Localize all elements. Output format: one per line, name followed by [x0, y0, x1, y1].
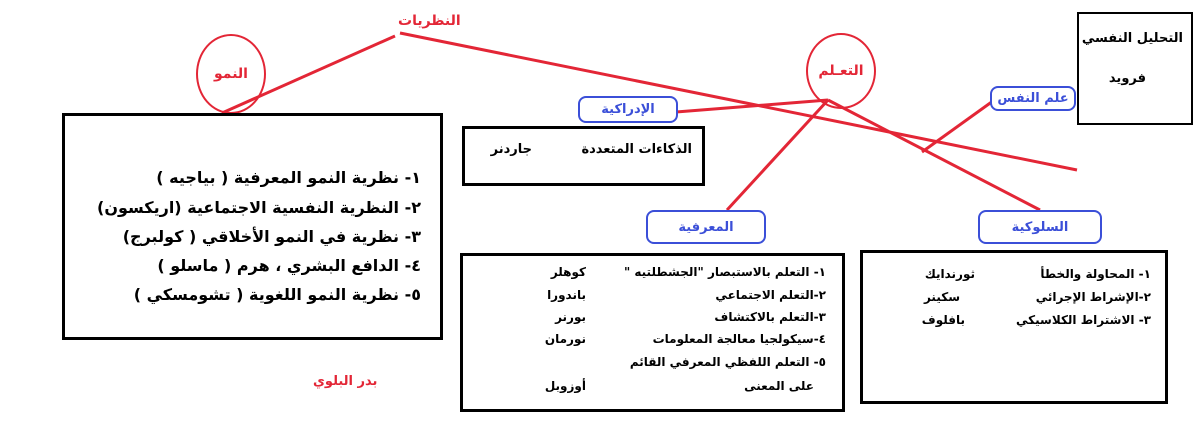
cognitive-item-6-theory: على المعنى — [744, 379, 814, 393]
growth-ellipse — [196, 34, 266, 114]
intelligences-theory: الذكاءات المتعددة — [581, 142, 692, 157]
cognitive-item-1-theory: ١- التعلم بالاستبصار "الجشطلتيه " — [623, 265, 826, 279]
behavioral-item-3-scientist: بافلوف — [921, 313, 965, 327]
intelligences-scientist: جاردنر — [490, 142, 532, 157]
cognitive-box — [460, 253, 845, 412]
behavioral-item-2-theory: ٢-الإشراط الإجرائي — [1035, 290, 1151, 304]
perceptual-tag-label: الإدراكية — [601, 102, 655, 117]
author-label: بدر البلوي — [313, 374, 378, 389]
learning-ellipse — [806, 33, 876, 109]
cognitive-tag — [646, 210, 766, 244]
behavioral-box — [860, 250, 1168, 404]
cognitive-item-3-theory: ٣-التعلم بالاكتشاف — [714, 310, 826, 324]
behavioral-item-1-theory: ١- المحاولة والخطأ — [1040, 267, 1151, 281]
cognitive-item-1-scientist: كوهلر — [550, 265, 586, 279]
theories-label: النظريات — [398, 13, 461, 29]
psychoanalysis-box — [1077, 12, 1193, 125]
cognitive-item-6-scientist: أوزوبل — [544, 379, 586, 393]
cognitive-item-2-theory: ٢-التعلم الاجتماعي — [715, 288, 826, 302]
line-learning-to-perceptual — [676, 100, 828, 112]
growth-item-4: ٤- الدافع البشري ، هرم ( ماسلو ) — [157, 256, 421, 275]
psychology-tag — [990, 86, 1076, 111]
cognitive-item-3-scientist: بورنر — [555, 310, 586, 324]
growth-item-3: ٣- نظرية في النمو الأخلاقي ( كولبرج) — [122, 227, 421, 246]
psychoanalysis-title: التحليل النفسي — [1081, 31, 1183, 46]
growth-item-2: ٢- النظرية النفسية الاجتماعية (اريكسون) — [97, 198, 421, 217]
behavioral-tag-label: السلوكية — [1011, 219, 1069, 235]
perceptual-tag — [578, 96, 678, 123]
psychology-tag-label: علم النفس — [997, 91, 1069, 106]
cognitive-item-4-scientist: نورمان — [544, 332, 586, 346]
growth-item-5: ٥- نظرية النمو اللغوية ( تشومسكي ) — [133, 285, 421, 304]
cognitive-item-5-theory: ٥- التعلم اللفظي المعرفي القائم — [629, 355, 826, 369]
behavioral-item-1-scientist: ثورندايك — [924, 267, 975, 281]
cognitive-item-4-theory: ٤-سيكولجيا معالجة المعلومات — [652, 332, 826, 346]
behavioral-item-2-scientist: سكينر — [923, 290, 960, 304]
growth-box — [62, 113, 443, 340]
line-learning-to-cognitive — [727, 100, 828, 210]
cognitive-item-2-scientist: باندورا — [547, 288, 586, 302]
growth-item-1: ١- نظرية النمو المعرفية ( بياجيه ) — [156, 168, 421, 187]
learning-label: التعـلم — [818, 63, 864, 79]
cognitive-tag-label: المعرفية — [678, 219, 734, 235]
growth-label: النمو — [214, 66, 248, 82]
behavioral-tag — [978, 210, 1102, 244]
behavioral-item-3-theory: ٣- الاشتراط الكلاسيكي — [1016, 313, 1151, 327]
intelligences-box — [462, 126, 705, 186]
psychoanalysis-scientist: فرويد — [1108, 71, 1146, 86]
